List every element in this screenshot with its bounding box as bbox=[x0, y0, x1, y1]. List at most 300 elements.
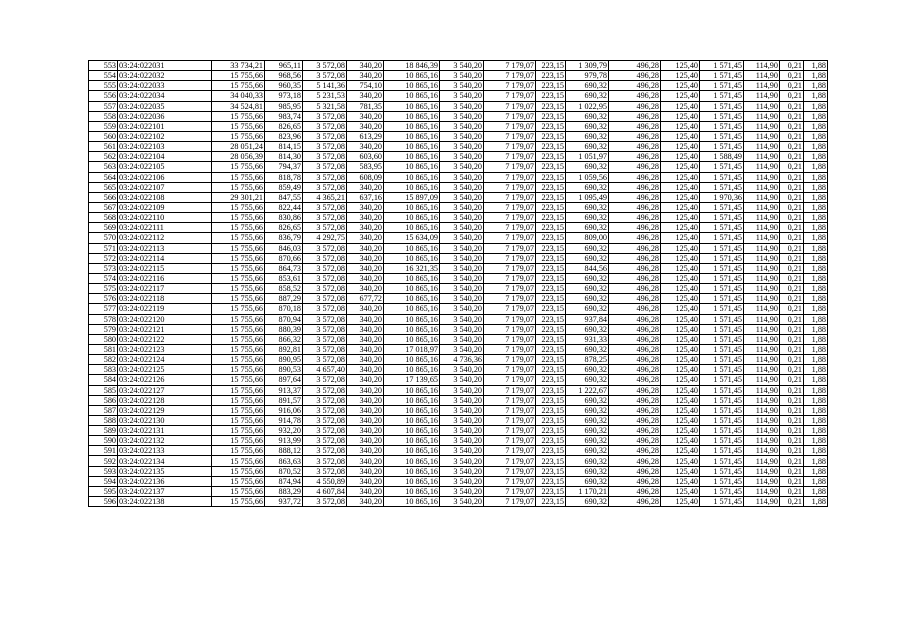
table-row bbox=[89, 253, 828, 263]
amount-cell: 340,20 bbox=[347, 385, 384, 395]
amount-cell: 1 571,45 bbox=[700, 71, 744, 81]
amount-cell: 0,21 bbox=[780, 365, 804, 375]
amount-cell: 15 897,09 bbox=[384, 192, 440, 202]
amount-cell: 125,40 bbox=[661, 233, 700, 243]
amount-cell: 7 179,07 bbox=[484, 71, 536, 81]
table-body bbox=[89, 61, 828, 507]
row-number-cell: 577 bbox=[89, 304, 118, 314]
amount-cell: 125,40 bbox=[661, 365, 700, 375]
amount-cell: 677,72 bbox=[347, 294, 384, 304]
table-row bbox=[89, 426, 828, 436]
amount-cell: 125,40 bbox=[661, 91, 700, 101]
amount-cell: 1 571,45 bbox=[700, 314, 744, 324]
amount-cell: 10 865,16 bbox=[384, 202, 440, 212]
amount-cell: 1,88 bbox=[804, 375, 828, 385]
amount-cell: 28 056,39 bbox=[212, 152, 265, 162]
amount-cell: 931,33 bbox=[566, 334, 609, 344]
amount-cell: 496,28 bbox=[609, 497, 661, 507]
amount-cell: 1 571,45 bbox=[700, 61, 744, 71]
account-code-cell: 03:24:022121 bbox=[118, 324, 212, 334]
amount-cell: 0,21 bbox=[780, 202, 804, 212]
amount-cell: 15 755,66 bbox=[212, 375, 265, 385]
amount-cell: 125,40 bbox=[661, 314, 700, 324]
amount-cell: 34 040,33 bbox=[212, 91, 265, 101]
amount-cell: 10 865,16 bbox=[384, 405, 440, 415]
amount-cell: 3 540,20 bbox=[440, 304, 484, 314]
amount-cell: 114,90 bbox=[744, 101, 780, 111]
amount-cell: 1 588,49 bbox=[700, 152, 744, 162]
amount-cell: 340,20 bbox=[347, 395, 384, 405]
amount-cell: 223,15 bbox=[536, 446, 566, 456]
amount-cell: 125,40 bbox=[661, 456, 700, 466]
amount-cell: 223,15 bbox=[536, 213, 566, 223]
amount-cell: 0,21 bbox=[780, 486, 804, 496]
table-row bbox=[89, 304, 828, 314]
amount-cell: 1,88 bbox=[804, 233, 828, 243]
amount-cell: 7 179,07 bbox=[484, 263, 536, 273]
amount-cell: 965,11 bbox=[265, 61, 303, 71]
table-row bbox=[89, 121, 828, 131]
account-code-cell: 03:24:022118 bbox=[118, 294, 212, 304]
amount-cell: 1,88 bbox=[804, 111, 828, 121]
amount-cell: 15 755,66 bbox=[212, 395, 265, 405]
amount-cell: 880,39 bbox=[265, 324, 303, 334]
row-number-cell: 580 bbox=[89, 334, 118, 344]
table-row bbox=[89, 162, 828, 172]
amount-cell: 114,90 bbox=[744, 456, 780, 466]
row-number-cell: 566 bbox=[89, 192, 118, 202]
amount-cell: 223,15 bbox=[536, 61, 566, 71]
amount-cell: 10 865,16 bbox=[384, 273, 440, 283]
account-code-cell: 03:24:022116 bbox=[118, 273, 212, 283]
amount-cell: 983,74 bbox=[265, 111, 303, 121]
amount-cell: 826,65 bbox=[265, 223, 303, 233]
amount-cell: 3 572,08 bbox=[303, 223, 347, 233]
amount-cell: 1,88 bbox=[804, 497, 828, 507]
amount-cell: 340,20 bbox=[347, 365, 384, 375]
amount-cell: 496,28 bbox=[609, 71, 661, 81]
amount-cell: 870,18 bbox=[265, 304, 303, 314]
amount-cell: 3 572,08 bbox=[303, 344, 347, 354]
row-number-cell: 564 bbox=[89, 172, 118, 182]
amount-cell: 223,15 bbox=[536, 263, 566, 273]
account-code-cell: 03:24:022102 bbox=[118, 131, 212, 141]
amount-cell: 7 179,07 bbox=[484, 81, 536, 91]
amount-cell: 7 179,07 bbox=[484, 395, 536, 405]
amount-cell: 223,15 bbox=[536, 365, 566, 375]
amount-cell: 496,28 bbox=[609, 172, 661, 182]
amount-cell: 125,40 bbox=[661, 436, 700, 446]
amount-cell: 853,61 bbox=[265, 273, 303, 283]
amount-cell: 7 179,07 bbox=[484, 172, 536, 182]
amount-cell: 3 540,20 bbox=[440, 385, 484, 395]
amount-cell: 690,32 bbox=[566, 294, 609, 304]
amount-cell: 223,15 bbox=[536, 162, 566, 172]
amount-cell: 0,21 bbox=[780, 436, 804, 446]
amount-cell: 114,90 bbox=[744, 324, 780, 334]
amount-cell: 223,15 bbox=[536, 344, 566, 354]
table-row bbox=[89, 497, 828, 507]
amount-cell: 1 571,45 bbox=[700, 476, 744, 486]
amount-cell: 340,20 bbox=[347, 182, 384, 192]
amount-cell: 0,21 bbox=[780, 253, 804, 263]
table-row bbox=[89, 223, 828, 233]
account-code-cell: 03:24:022120 bbox=[118, 314, 212, 324]
table-row bbox=[89, 71, 828, 81]
amount-cell: 223,15 bbox=[536, 314, 566, 324]
amount-cell: 125,40 bbox=[661, 334, 700, 344]
amount-cell: 690,32 bbox=[566, 456, 609, 466]
amount-cell: 1 571,45 bbox=[700, 324, 744, 334]
amount-cell: 690,32 bbox=[566, 466, 609, 476]
amount-cell: 0,21 bbox=[780, 71, 804, 81]
amount-cell: 125,40 bbox=[661, 192, 700, 202]
amount-cell: 114,90 bbox=[744, 263, 780, 273]
amount-cell: 3 540,20 bbox=[440, 405, 484, 415]
amount-cell: 10 865,16 bbox=[384, 426, 440, 436]
amount-cell: 0,21 bbox=[780, 456, 804, 466]
amount-cell: 10 865,16 bbox=[384, 365, 440, 375]
amount-cell: 10 865,16 bbox=[384, 111, 440, 121]
amount-cell: 3 540,20 bbox=[440, 314, 484, 324]
amount-cell: 1,88 bbox=[804, 466, 828, 476]
amount-cell: 3 572,08 bbox=[303, 456, 347, 466]
amount-cell: 1 571,45 bbox=[700, 497, 744, 507]
amount-cell: 3 540,20 bbox=[440, 192, 484, 202]
amount-cell: 0,21 bbox=[780, 415, 804, 425]
amount-cell: 496,28 bbox=[609, 273, 661, 283]
amount-cell: 114,90 bbox=[744, 192, 780, 202]
amount-cell: 1,88 bbox=[804, 223, 828, 233]
amount-cell: 114,90 bbox=[744, 202, 780, 212]
account-code-cell: 03:24:022031 bbox=[118, 61, 212, 71]
amount-cell: 914,78 bbox=[265, 415, 303, 425]
amount-cell: 10 865,16 bbox=[384, 355, 440, 365]
amount-cell: 1,88 bbox=[804, 273, 828, 283]
amount-cell: 3 540,20 bbox=[440, 395, 484, 405]
amount-cell: 0,21 bbox=[780, 385, 804, 395]
amount-cell: 340,20 bbox=[347, 111, 384, 121]
amount-cell: 3 572,08 bbox=[303, 162, 347, 172]
amount-cell: 1,88 bbox=[804, 436, 828, 446]
amount-cell: 33 734,21 bbox=[212, 61, 265, 71]
amount-cell: 114,90 bbox=[744, 131, 780, 141]
amount-cell: 114,90 bbox=[744, 476, 780, 486]
amount-cell: 223,15 bbox=[536, 304, 566, 314]
row-number-cell: 587 bbox=[89, 405, 118, 415]
table-row bbox=[89, 61, 828, 71]
amount-cell: 10 865,16 bbox=[384, 456, 440, 466]
amount-cell: 5 321,58 bbox=[303, 101, 347, 111]
row-number-cell: 556 bbox=[89, 91, 118, 101]
amount-cell: 15 755,66 bbox=[212, 324, 265, 334]
amount-cell: 0,21 bbox=[780, 192, 804, 202]
row-number-cell: 573 bbox=[89, 263, 118, 273]
amount-cell: 1 970,36 bbox=[700, 192, 744, 202]
amount-cell: 15 755,66 bbox=[212, 81, 265, 91]
amount-cell: 690,32 bbox=[566, 131, 609, 141]
amount-cell: 932,20 bbox=[265, 426, 303, 436]
amount-cell: 114,90 bbox=[744, 81, 780, 91]
amount-cell: 125,40 bbox=[661, 202, 700, 212]
amount-cell: 340,20 bbox=[347, 324, 384, 334]
amount-cell: 496,28 bbox=[609, 456, 661, 466]
amount-cell: 125,40 bbox=[661, 142, 700, 152]
amount-cell: 3 540,20 bbox=[440, 324, 484, 334]
amount-cell: 1 571,45 bbox=[700, 375, 744, 385]
amount-cell: 125,40 bbox=[661, 253, 700, 263]
amount-cell: 3 572,08 bbox=[303, 446, 347, 456]
amount-cell: 847,55 bbox=[265, 192, 303, 202]
row-number-cell: 589 bbox=[89, 426, 118, 436]
amount-cell: 1 095,49 bbox=[566, 192, 609, 202]
table-row bbox=[89, 213, 828, 223]
amount-cell: 15 755,66 bbox=[212, 405, 265, 415]
amount-cell: 1,88 bbox=[804, 101, 828, 111]
amount-cell: 223,15 bbox=[536, 192, 566, 202]
amount-cell: 496,28 bbox=[609, 253, 661, 263]
amount-cell: 1 571,45 bbox=[700, 101, 744, 111]
amount-cell: 1,88 bbox=[804, 192, 828, 202]
amount-cell: 15 755,66 bbox=[212, 334, 265, 344]
amount-cell: 690,32 bbox=[566, 405, 609, 415]
amount-cell: 496,28 bbox=[609, 486, 661, 496]
amount-cell: 340,20 bbox=[347, 121, 384, 131]
amount-cell: 1,88 bbox=[804, 162, 828, 172]
amount-cell: 114,90 bbox=[744, 284, 780, 294]
amount-cell: 3 572,08 bbox=[303, 131, 347, 141]
amount-cell: 7 179,07 bbox=[484, 294, 536, 304]
amount-cell: 223,15 bbox=[536, 385, 566, 395]
amount-cell: 3 572,08 bbox=[303, 436, 347, 446]
amount-cell: 870,94 bbox=[265, 314, 303, 324]
row-number-cell: 595 bbox=[89, 486, 118, 496]
amount-cell: 10 865,16 bbox=[384, 486, 440, 496]
amount-cell: 10 865,16 bbox=[384, 162, 440, 172]
amount-cell: 15 755,66 bbox=[212, 476, 265, 486]
amount-cell: 10 865,16 bbox=[384, 91, 440, 101]
amount-cell: 125,40 bbox=[661, 71, 700, 81]
amount-cell: 690,32 bbox=[566, 202, 609, 212]
amount-cell: 114,90 bbox=[744, 436, 780, 446]
amount-cell: 125,40 bbox=[661, 426, 700, 436]
amount-cell: 0,21 bbox=[780, 314, 804, 324]
amount-cell: 7 179,07 bbox=[484, 233, 536, 243]
amount-cell: 10 865,16 bbox=[384, 213, 440, 223]
amount-cell: 15 755,66 bbox=[212, 344, 265, 354]
amount-cell: 223,15 bbox=[536, 497, 566, 507]
table-row bbox=[89, 466, 828, 476]
amount-cell: 340,20 bbox=[347, 233, 384, 243]
amount-cell: 10 865,16 bbox=[384, 334, 440, 344]
amount-cell: 0,21 bbox=[780, 497, 804, 507]
account-code-cell: 03:24:022133 bbox=[118, 446, 212, 456]
table-row bbox=[89, 131, 828, 141]
amount-cell: 0,21 bbox=[780, 131, 804, 141]
amount-cell: 7 179,07 bbox=[484, 213, 536, 223]
amount-cell: 690,32 bbox=[566, 273, 609, 283]
amount-cell: 937,72 bbox=[265, 497, 303, 507]
amount-cell: 1 571,45 bbox=[700, 426, 744, 436]
amount-cell: 1 571,45 bbox=[700, 284, 744, 294]
amount-cell: 3 572,08 bbox=[303, 314, 347, 324]
amount-cell: 3 540,20 bbox=[440, 81, 484, 91]
amount-cell: 10 865,16 bbox=[384, 294, 440, 304]
amount-cell: 15 755,66 bbox=[212, 486, 265, 496]
amount-cell: 3 540,20 bbox=[440, 273, 484, 283]
amount-cell: 125,40 bbox=[661, 172, 700, 182]
amount-cell: 0,21 bbox=[780, 172, 804, 182]
amount-cell: 3 572,08 bbox=[303, 263, 347, 273]
row-number-cell: 576 bbox=[89, 294, 118, 304]
account-code-cell: 03:24:022104 bbox=[118, 152, 212, 162]
amount-cell: 690,32 bbox=[566, 446, 609, 456]
account-code-cell: 03:24:022134 bbox=[118, 456, 212, 466]
amount-cell: 0,21 bbox=[780, 355, 804, 365]
account-code-cell: 03:24:022111 bbox=[118, 223, 212, 233]
amount-cell: 1 571,45 bbox=[700, 304, 744, 314]
amount-cell: 340,20 bbox=[347, 253, 384, 263]
amount-cell: 1,88 bbox=[804, 355, 828, 365]
table-row bbox=[89, 446, 828, 456]
amount-cell: 0,21 bbox=[780, 476, 804, 486]
amount-cell: 3 540,20 bbox=[440, 263, 484, 273]
amount-cell: 114,90 bbox=[744, 395, 780, 405]
amount-cell: 3 572,08 bbox=[303, 172, 347, 182]
amount-cell: 3 572,08 bbox=[303, 142, 347, 152]
amount-cell: 114,90 bbox=[744, 385, 780, 395]
amount-cell: 340,20 bbox=[347, 497, 384, 507]
amount-cell: 18 846,39 bbox=[384, 61, 440, 71]
amount-cell: 3 540,20 bbox=[440, 202, 484, 212]
amount-cell: 0,21 bbox=[780, 182, 804, 192]
row-number-cell: 559 bbox=[89, 121, 118, 131]
amount-cell: 223,15 bbox=[536, 182, 566, 192]
amount-cell: 7 179,07 bbox=[484, 202, 536, 212]
row-number-cell: 558 bbox=[89, 111, 118, 121]
amount-cell: 3 540,20 bbox=[440, 334, 484, 344]
amount-cell: 0,21 bbox=[780, 426, 804, 436]
amount-cell: 340,20 bbox=[347, 405, 384, 415]
amount-cell: 690,32 bbox=[566, 81, 609, 91]
amount-cell: 496,28 bbox=[609, 334, 661, 344]
amount-cell: 1 571,45 bbox=[700, 405, 744, 415]
amount-cell: 125,40 bbox=[661, 486, 700, 496]
amount-cell: 3 572,08 bbox=[303, 61, 347, 71]
amount-cell: 125,40 bbox=[661, 182, 700, 192]
amount-cell: 114,90 bbox=[744, 405, 780, 415]
amount-cell: 496,28 bbox=[609, 466, 661, 476]
amount-cell: 1,88 bbox=[804, 284, 828, 294]
amount-cell: 7 179,07 bbox=[484, 456, 536, 466]
amount-cell: 340,20 bbox=[347, 476, 384, 486]
amount-cell: 340,20 bbox=[347, 426, 384, 436]
amount-cell: 3 572,08 bbox=[303, 334, 347, 344]
amount-cell: 1 571,45 bbox=[700, 395, 744, 405]
amount-cell: 496,28 bbox=[609, 365, 661, 375]
amount-cell: 7 179,07 bbox=[484, 415, 536, 425]
amount-cell: 1,88 bbox=[804, 121, 828, 131]
amount-cell: 1 571,45 bbox=[700, 334, 744, 344]
account-code-cell: 03:24:022132 bbox=[118, 436, 212, 446]
amount-cell: 3 572,08 bbox=[303, 71, 347, 81]
table-row bbox=[89, 365, 828, 375]
amount-cell: 1,88 bbox=[804, 213, 828, 223]
amount-cell: 754,10 bbox=[347, 81, 384, 91]
amount-cell: 496,28 bbox=[609, 91, 661, 101]
amount-cell: 3 540,20 bbox=[440, 213, 484, 223]
amount-cell: 859,49 bbox=[265, 182, 303, 192]
amount-cell: 3 540,20 bbox=[440, 101, 484, 111]
amount-cell: 15 755,66 bbox=[212, 314, 265, 324]
amount-cell: 15 755,66 bbox=[212, 273, 265, 283]
amount-cell: 3 540,20 bbox=[440, 426, 484, 436]
row-number-cell: 572 bbox=[89, 253, 118, 263]
amount-cell: 223,15 bbox=[536, 405, 566, 415]
amount-cell: 3 572,08 bbox=[303, 415, 347, 425]
amount-cell: 7 179,07 bbox=[484, 446, 536, 456]
amount-cell: 0,21 bbox=[780, 243, 804, 253]
amount-cell: 916,06 bbox=[265, 405, 303, 415]
account-code-cell: 03:24:022117 bbox=[118, 284, 212, 294]
amount-cell: 340,20 bbox=[347, 344, 384, 354]
amount-cell: 690,32 bbox=[566, 436, 609, 446]
amount-cell: 1,88 bbox=[804, 294, 828, 304]
amount-cell: 114,90 bbox=[744, 243, 780, 253]
amount-cell: 340,20 bbox=[347, 415, 384, 425]
amount-cell: 15 755,66 bbox=[212, 213, 265, 223]
amount-cell: 3 540,20 bbox=[440, 223, 484, 233]
amount-cell: 1,88 bbox=[804, 456, 828, 466]
amount-cell: 0,21 bbox=[780, 284, 804, 294]
amount-cell: 223,15 bbox=[536, 334, 566, 344]
amount-cell: 10 865,16 bbox=[384, 304, 440, 314]
amount-cell: 15 755,66 bbox=[212, 253, 265, 263]
row-number-cell: 592 bbox=[89, 456, 118, 466]
amount-cell: 496,28 bbox=[609, 355, 661, 365]
amount-cell: 10 865,16 bbox=[384, 395, 440, 405]
amount-cell: 114,90 bbox=[744, 142, 780, 152]
amount-cell: 15 755,66 bbox=[212, 415, 265, 425]
amount-cell: 125,40 bbox=[661, 405, 700, 415]
amount-cell: 1,88 bbox=[804, 476, 828, 486]
amount-cell: 16 321,35 bbox=[384, 263, 440, 273]
table-row bbox=[89, 91, 828, 101]
amount-cell: 340,20 bbox=[347, 263, 384, 273]
amount-cell: 1,88 bbox=[804, 446, 828, 456]
amount-cell: 15 755,66 bbox=[212, 182, 265, 192]
amount-cell: 496,28 bbox=[609, 202, 661, 212]
amount-cell: 496,28 bbox=[609, 446, 661, 456]
amount-cell: 3 540,20 bbox=[440, 436, 484, 446]
amount-cell: 114,90 bbox=[744, 446, 780, 456]
account-code-cell: 03:24:022109 bbox=[118, 202, 212, 212]
amount-cell: 0,21 bbox=[780, 213, 804, 223]
amount-cell: 10 865,16 bbox=[384, 476, 440, 486]
amount-cell: 496,28 bbox=[609, 223, 661, 233]
amount-cell: 1,88 bbox=[804, 304, 828, 314]
amount-cell: 15 755,66 bbox=[212, 111, 265, 121]
amount-cell: 496,28 bbox=[609, 304, 661, 314]
account-code-cell: 03:24:022114 bbox=[118, 253, 212, 263]
amount-cell: 7 179,07 bbox=[484, 365, 536, 375]
amount-cell: 496,28 bbox=[609, 131, 661, 141]
account-code-cell: 03:24:022123 bbox=[118, 344, 212, 354]
amount-cell: 809,00 bbox=[566, 233, 609, 243]
amount-cell: 10 865,16 bbox=[384, 253, 440, 263]
amount-cell: 4 736,36 bbox=[440, 355, 484, 365]
amount-cell: 7 179,07 bbox=[484, 466, 536, 476]
